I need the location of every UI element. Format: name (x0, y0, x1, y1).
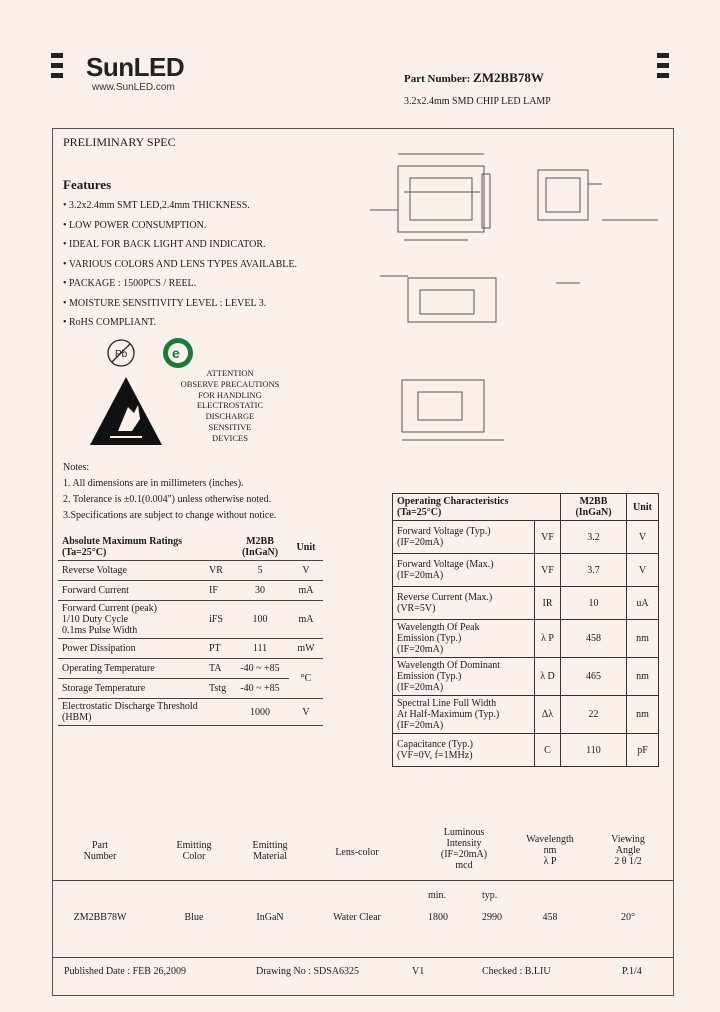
param-cell (393, 734, 535, 767)
hdr-color (154, 840, 234, 862)
feature-item: • LOW POWER CONSUMPTION. (63, 219, 207, 231)
table-row (58, 581, 323, 601)
table-row (58, 679, 323, 699)
param-line: 1/10 Duty Cycle (62, 614, 129, 625)
param-line: Emission (Typ.) (397, 671, 462, 682)
sym-cell: VF (535, 521, 561, 554)
param-line: Forward Voltage (Typ.) (397, 526, 491, 537)
param-line: (IF=20mA) (397, 537, 444, 548)
cell-typ: 2990 (482, 912, 502, 923)
attention-line: DEVICES (212, 432, 248, 443)
abs-unit-header: Unit (289, 534, 323, 561)
unit-cell: V (627, 521, 659, 554)
notes-title: Notes: (63, 462, 90, 473)
unit-cell: °C (289, 659, 323, 699)
sym-cell: Δλ (535, 696, 561, 734)
hdr-wavelength (510, 834, 590, 867)
features-title: Features (63, 177, 112, 192)
param-cell: Power Dissipation (58, 639, 205, 659)
val-cell: 110 (561, 734, 627, 767)
note-item: 2. Tolerance is ±0.1(0.004") unless otherwise noted. (63, 494, 272, 505)
val-cell: 111 (231, 639, 289, 659)
part-number-value: ZM2BB78W (473, 70, 544, 85)
hdr-line: Viewing (611, 834, 645, 845)
table-row (58, 639, 323, 659)
hdr-line: Number (83, 851, 117, 862)
attention-notice (170, 368, 290, 444)
param-line: (HBM) (62, 712, 92, 723)
sym-cell (205, 699, 231, 726)
hdr-line: Part (91, 840, 109, 851)
package-dimension-drawing (340, 140, 665, 460)
unit-cell: pF (627, 734, 659, 767)
attention-line: SENSITIVE (208, 421, 252, 432)
part-table-header (52, 826, 674, 881)
unit-cell: V (289, 561, 323, 581)
hdr-line: Luminous (443, 827, 485, 838)
part-table-row (52, 882, 674, 940)
param-cell (393, 521, 535, 554)
feature-item: • PACKAGE : 1500PCS / REEL. (63, 278, 197, 289)
company-website: www.SunLED.com (92, 82, 175, 93)
hdr-line: Material (253, 851, 287, 862)
attention-line: DISCHARGE (205, 411, 255, 422)
sym-cell: λ D (535, 658, 561, 696)
param-line: (IF=20mA) (397, 682, 444, 693)
param-line: Spectral Line Full Width (397, 698, 497, 709)
param-cell (393, 620, 535, 658)
sym-cell: TA (205, 659, 231, 679)
hdr-line: Color (182, 851, 206, 862)
published-date: Published Date : FEB 26,2009 (64, 966, 186, 977)
hdr-line: Emitting (176, 840, 212, 851)
param-cell: Storage Temperature (58, 679, 205, 699)
op-title-text: Operating Characteristics (397, 496, 509, 507)
table-header-row (393, 494, 659, 521)
table-row (58, 561, 323, 581)
param-line: Emission (Typ.) (397, 633, 462, 644)
op-col-header (561, 494, 627, 521)
val-cell: 5 (231, 561, 289, 581)
table-row (393, 620, 659, 658)
unit-cell: uA (627, 587, 659, 620)
attention-line: FOR HANDLING (198, 389, 262, 400)
param-line: 0.1ms Pulse Width (62, 625, 138, 636)
sym-cell: IF (205, 581, 231, 601)
hdr-material (230, 840, 310, 862)
hdr-typ: typ. (482, 890, 498, 901)
hdr-line: λ P (543, 856, 557, 867)
note-item: 3.Specifications are subject to change without notice. (63, 510, 277, 521)
abs-title-text: Absolute Maximum Ratings (62, 536, 183, 547)
param-line: (VF=0V, f=1MHz) (397, 750, 473, 761)
val-cell: 100 (231, 601, 289, 639)
unit-cell: mA (289, 581, 323, 601)
param-cell (58, 699, 205, 726)
version: V1 (412, 966, 425, 977)
param-line: (IF=20mA) (397, 570, 444, 581)
features-list (63, 196, 297, 333)
param-line: Forward Voltage (Max.) (397, 559, 494, 570)
hdr-line: Wavelength (526, 834, 574, 845)
page-number: P.1/4 (622, 966, 642, 977)
param-cell (393, 696, 535, 734)
cell-wavelength: 458 (542, 912, 558, 923)
val-cell: 10 (561, 587, 627, 620)
table-row (393, 696, 659, 734)
logo-bars-left (51, 53, 63, 83)
hdr-viewing-angle (588, 834, 668, 867)
operating-characteristics-table (392, 493, 659, 767)
hdr-line: Emitting (252, 840, 288, 851)
param-line: (IF=20mA) (397, 644, 444, 655)
unit-cell: mW (289, 639, 323, 659)
param-line: (IF=20mA) (397, 720, 444, 731)
esd-warning-icon (88, 373, 164, 449)
sym-cell: PT (205, 639, 231, 659)
lead-free-text: Pb (115, 349, 128, 360)
hdr-luminous (422, 827, 506, 871)
table-row (58, 659, 323, 679)
param-cell: Operating Temperature (58, 659, 205, 679)
hdr-line: nm (543, 845, 557, 856)
cell-min: 1800 (428, 912, 448, 923)
notes-block (63, 460, 276, 524)
val-cell: -40 ~ +85 (231, 659, 289, 679)
param-cell: Reverse Voltage (58, 561, 205, 581)
feature-item: • RoHS COMPLIANT. (63, 317, 157, 328)
sym-cell: λ P (535, 620, 561, 658)
unit-cell: nm (627, 620, 659, 658)
logo-bars-right (657, 53, 669, 83)
rohs-e-icon (160, 336, 196, 370)
abs-col-text: M2BB (246, 536, 274, 547)
val-cell: 3.2 (561, 521, 627, 554)
abs-table-title (58, 534, 205, 561)
drawing-number: Drawing No : SDSA6325 (256, 966, 360, 977)
table-row (393, 554, 659, 587)
param-line: Reverse Current (Max.) (397, 592, 493, 603)
unit-cell: V (289, 699, 323, 726)
param-line: (VR=5V) (397, 603, 436, 614)
attention-line: ATTENTION (206, 368, 254, 378)
unit-cell: nm (627, 658, 659, 696)
param-line: At Half-Maximum (Typ.) (397, 709, 500, 720)
val-cell: 465 (561, 658, 627, 696)
spec-label: PRELIMINARY SPEC (63, 135, 176, 149)
val-cell: 458 (561, 620, 627, 658)
hdr-line: 2 θ 1/2 (614, 856, 642, 867)
hdr-line: mcd (455, 860, 473, 871)
param-cell: Forward Current (58, 581, 205, 601)
attention-line: OBSERVE PRECAUTIONS (180, 378, 280, 389)
hdr-line: (IF=20mA) (440, 849, 488, 860)
cell-material: InGaN (256, 912, 284, 923)
table-header-row (58, 534, 323, 561)
val-cell: 3.7 (561, 554, 627, 587)
part-number-label: Part Number: (404, 73, 471, 85)
sym-cell: C (535, 734, 561, 767)
table-row (393, 521, 659, 554)
op-col-text-2: (InGaN) (575, 507, 612, 518)
table-row (393, 587, 659, 620)
attention-line: ELECTROSTATIC (196, 400, 264, 411)
table-row (393, 658, 659, 696)
cell-part: ZM2BB78W (73, 912, 127, 923)
param-line: Capacitance (Typ.) (397, 739, 473, 750)
op-unit-header: Unit (627, 494, 659, 521)
sym-cell: Tstg (205, 679, 231, 699)
abs-sym-header (205, 534, 231, 561)
op-cond-text: (Ta=25°C) (397, 507, 442, 518)
rohs-e-text: e (172, 345, 180, 361)
cell-angle: 20° (621, 912, 635, 923)
hdr-min: min. (428, 890, 447, 901)
table-row (58, 699, 323, 726)
abs-col-text-2: (InGaN) (241, 547, 279, 558)
param-cell (393, 587, 535, 620)
absolute-max-ratings-table (58, 534, 323, 726)
abs-col-header (231, 534, 289, 561)
unit-cell: nm (627, 696, 659, 734)
table-row (58, 601, 323, 639)
sym-cell: iFS (205, 601, 231, 639)
op-col-text: M2BB (579, 496, 608, 507)
hdr-line: Intensity (446, 838, 482, 849)
sym-cell: VR (205, 561, 231, 581)
param-line: Wavelength Of Peak (397, 622, 480, 633)
product-subtitle: 3.2x2.4mm SMD CHIP LED LAMP (404, 96, 551, 107)
val-cell: 1000 (231, 699, 289, 726)
part-number-line (404, 70, 544, 86)
note-item: 1. All dimensions are in millimeters (inches). (63, 478, 244, 489)
hdr-line: Angle (615, 845, 641, 856)
param-cell (393, 658, 535, 696)
feature-item: • 3.2x2.4mm SMT LED,2.4mm THICKNESS. (63, 200, 250, 211)
sym-cell: VF (535, 554, 561, 587)
unit-cell: V (627, 554, 659, 587)
param-cell (393, 554, 535, 587)
param-line: Electrostatic Discharge Threshold (62, 701, 198, 712)
hdr-lens: Lens-color (335, 847, 379, 858)
feature-item: • VARIOUS COLORS AND LENS TYPES AVAILABLE. (63, 258, 298, 270)
val-cell: 22 (561, 696, 627, 734)
param-line: Wavelength Of Dominant (397, 660, 501, 671)
footer-bar (52, 957, 674, 977)
feature-item: • IDEAL FOR BACK LIGHT AND INDICATOR. (63, 239, 266, 250)
company-logo: SunLED (86, 52, 185, 82)
sym-cell: IR (535, 587, 561, 620)
table-row (393, 734, 659, 767)
cell-lens: Water Clear (333, 912, 381, 923)
hdr-part (60, 840, 140, 862)
feature-item: • MOISTURE SENSITIVITY LEVEL : LEVEL 3. (63, 297, 267, 309)
op-table-title (393, 494, 561, 521)
param-cell (58, 601, 205, 639)
checked-by: Checked : B.LIU (482, 966, 551, 977)
abs-cond-text: (Ta=25°C) (62, 547, 107, 558)
val-cell: 30 (231, 581, 289, 601)
param-line: Forward Current (peak) (62, 603, 157, 614)
lead-free-icon (106, 338, 136, 368)
cell-color: Blue (184, 912, 204, 923)
val-cell: -40 ~ +85 (231, 679, 289, 699)
unit-cell: mA (289, 601, 323, 639)
